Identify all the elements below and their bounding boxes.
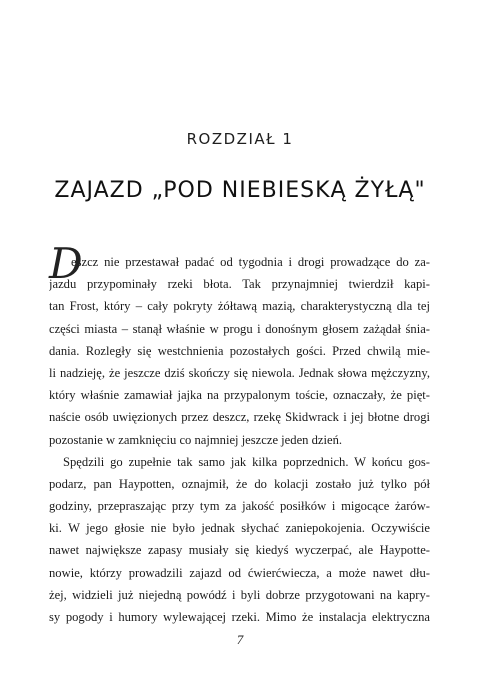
- text-line: nowie, którzy prowadzili zajazd od ćwierćwiecza, a może nawet dłu-: [49, 565, 430, 580]
- text-line: nawet największe zapasy musiały się kiedyś wyczerpać, ale Haypotte-: [49, 543, 430, 558]
- chapter-number: ROZDZIAŁ 1: [186, 130, 294, 148]
- text-line: jazdu przypominały rzeki błota. Tak przynajmniej twierdził kapi-: [49, 277, 430, 292]
- text-line: podarz, pan Haypotten, oznajmił, że do kolacji zostało już tylko pół: [49, 476, 430, 491]
- text-line: godziny, przepraszając przy tym za jakość posiłków i migocące żarów-: [49, 499, 430, 514]
- text-line: Spędzili go zupełnie tak samo jak kilka poprzednich. W końcu gos-: [63, 454, 430, 469]
- text-line: ki. W jego głosie nie było jednak słychać zaniepokojenia. Oczywiście: [49, 521, 430, 536]
- chapter-title: ZAJAZD „POD NIEBIESKĄ ŻYŁĄ": [54, 178, 426, 203]
- text-line: który właśnie zamawiał jajka na przypalonym toście, oznaczały, że pięt-: [49, 388, 430, 403]
- drop-cap-letter: D: [49, 239, 83, 288]
- text-line: naście osób uwięzionych przez deszcz, rzekę Skidwrack i jej błotne drogi: [49, 410, 430, 425]
- text-line: pozostanie w zamknięciu co najmniej jeszcze jeden dzień.: [49, 432, 343, 447]
- text-line: eszcz nie przestawał padać od tygodnia i drogi prowadzące do za-: [71, 255, 430, 269]
- text-line: sy pogody i humory wylewającej rzeki. Mimo że instalacja elektryczna: [49, 610, 430, 624]
- page-number: 7: [236, 632, 244, 647]
- text-line: tan Frost, który – cały pokryty żółtawą mazią, charakterystyczną dla tej: [49, 299, 430, 314]
- body-text: [49, 239, 430, 628]
- text-line: części miasta – stanął właśnie w progu i donośnym głosem zażądał śnia-: [49, 321, 430, 336]
- text-line: żej, widzieli już niejedną powódź i byli dobrze przygotowani na kapry-: [49, 587, 430, 602]
- text-line: dania. Rozległy się westchnienia pozostałych gości. Przed chwilą mie-: [49, 343, 430, 358]
- text-line: li nadzieję, że jeszcze dziś skończy się niewola. Jednak słowa mężczyzny,: [49, 365, 430, 380]
